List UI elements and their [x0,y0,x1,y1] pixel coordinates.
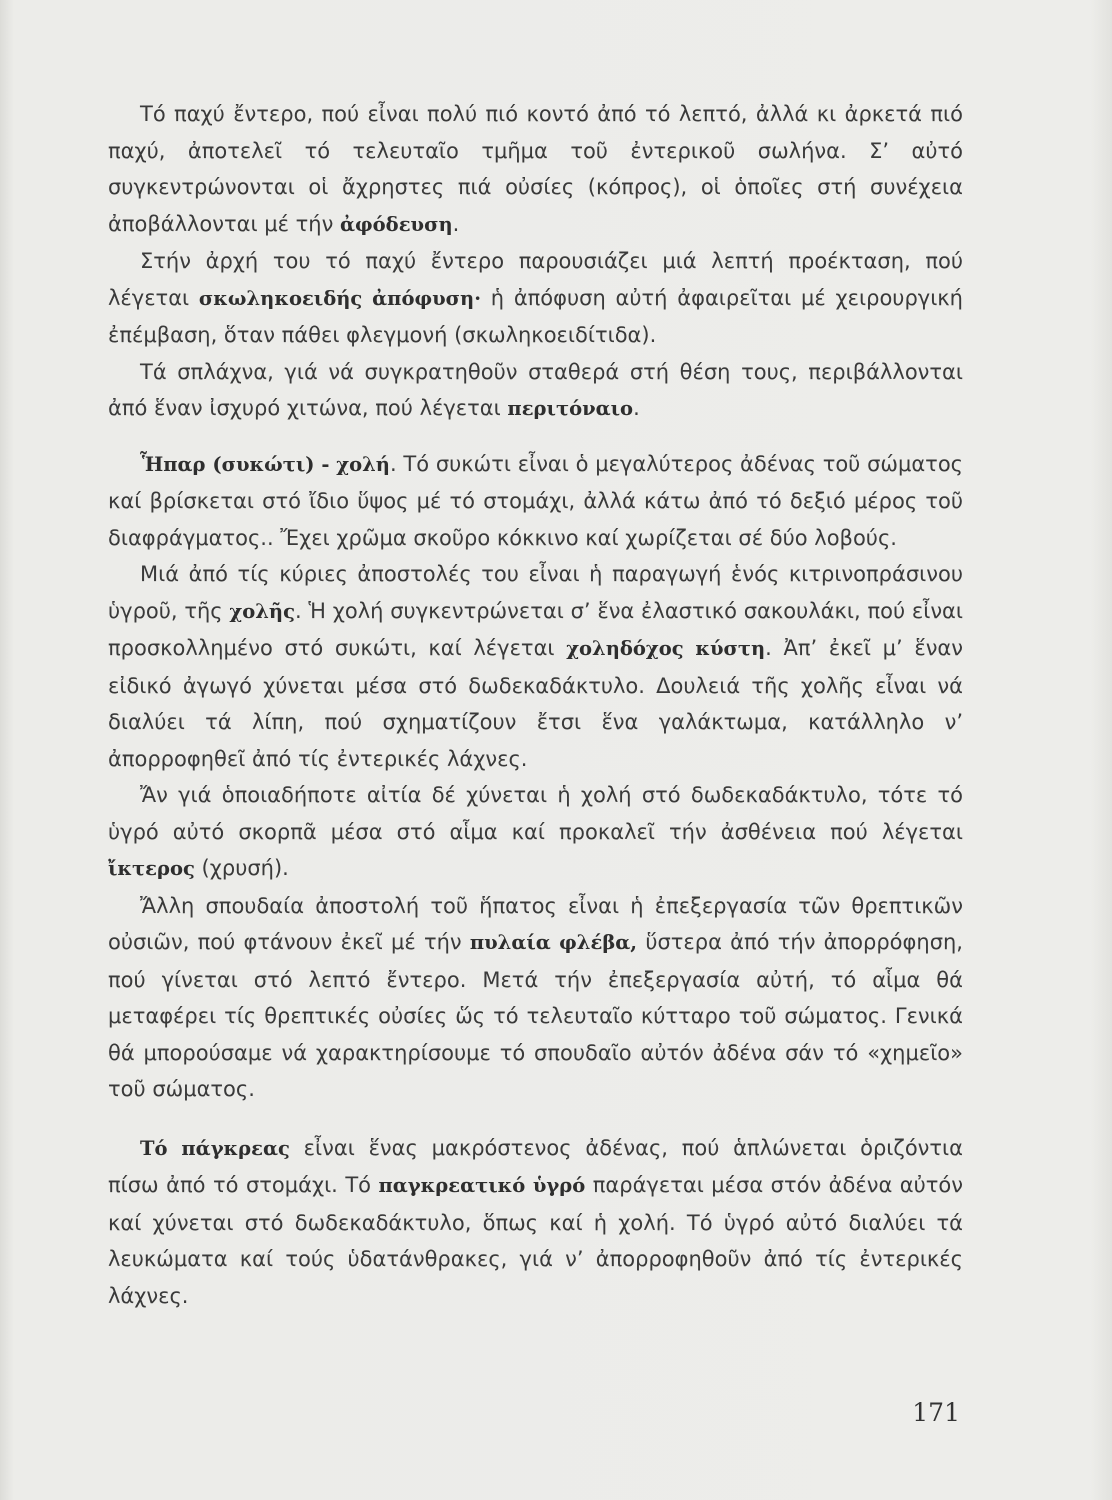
text-run: ὕστερα ἀπό τήν ἀπορρόφηση, πού γίνεται στό λεπτό ἔντερο. Μετά τήν ἐπεξεργασία αὐτή, τό αἷμα θά μεταφέρει τίς θρεπτικές οὐσίες ὥς τό τελευταῖο κύτταρο τοῦ σώματος. Γενικά θά μπορούσαμε νά χαρακτηρίσουμε τό σπουδαῖο αὐτόν ἀδένα σάν τό «χημεῖο» τοῦ σώματος. [108,930,963,1101]
text-run: . Ἡ χολή συγκεντρώνεται σ’ ἕνα ἐλαστικό σακουλάκι, πού εἶναι προσκολλημένο στό συκώτι, καί λέγεται [108,598,964,660]
text-run: Τό παχύ ἔντερο, πού εἶναι πολύ πιό κοντό ἀπό τό λεπτό, ἀλλά κι ἀρκετά πιό παχύ, ἀποτελεῖ τό τελευταῖο τμῆμα τοῦ ἐντερικοῦ σωλήνα. Σ’ αὐτό συγκεντρώνονται οἱ ἄχρηστες πιά οὐσίες (κόπρος), οἱ ὁποῖες στή συνέχεια ἀποβάλλονται μέ τήν [108,102,963,236]
bold-term: παγκρεατικό ὑγρό [378,1174,586,1197]
paragraph [108,243,963,354]
bold-term: ἀφόδευση [340,212,453,236]
bold-term: Τό πάγκρεας [140,1136,290,1160]
text-run: (χρυσή). [194,856,289,880]
text-run: Ἄλλη σπουδαία ἀποστολή τοῦ ἥπατος εἶναι ἡ ἐπεξεργασία τῶν θρεπτικῶν οὐσιῶν, πού φτάνουν ἐκεῖ μέ τήν [108,893,963,954]
paragraph [108,354,963,428]
paragraph [108,446,963,557]
bold-term: Ἧπαρ (συκώτι) - χολή [140,452,390,476]
bold-term: πυλαία φλέβα, [469,931,638,954]
text-run: . Τό συκώτι εἶναι ὁ μεγαλύτερος ἀδένας τοῦ σώματος καί βρίσκεται στό ἴδιο ὕψος μέ τό στομάχι, ἀλλά κάτω ἀπό τό δεξιό μέρος τοῦ διαφράγματος.. Ἔχει χρῶμα σκοῦρο κόκκινο καί χωρίζεται σέ δύο λοβούς. [108,451,963,550]
bold-term: χολῆς [229,599,295,623]
paragraph [108,777,963,888]
text-run: Τά σπλάχνα, γιά νά συγκρατηθοῦν σταθερά στή θέση τους, περιβάλλονται ἀπό ἕναν ἰσχυρό χιτώνα, πού λέγεται [108,359,963,420]
text-run: . [452,211,460,236]
paragraph [108,556,963,777]
paragraph [108,1130,963,1315]
text-run: Μιά ἀπό τίς κύριες ἀποστολές του εἶναι ἡ παραγωγή ἑνός κιτρινοπράσινου ὑγροῦ, τῆς [108,562,963,623]
paragraph [108,96,963,243]
bold-term: ἴκτερος [108,857,195,880]
text-run: ἡ ἀπόφυση αὐτή ἀφαιρεῖται μέ χειρουργική ἐπέμβαση, ὅταν πάθει φλεγμονή (σκωληκοειδίτιδα). [108,285,963,347]
text-run: εἶναι ἕνας μακρόστενος ἀδένας, πού ἁπλώνεται ὁριζόντια πίσω ἀπό τό στομάχι. Τό [108,1135,964,1197]
paragraph [108,888,963,1108]
text-run: . [633,396,640,420]
text-run: Ἄν γιά ὁποιαδήποτε αἰτία δέ χύνεται ἡ χολή στό δωδεκαδάκτυλο, τότε τό ὑγρό αὐτό σκορπᾶ μέσα στό αἷμα καί προκαλεῖ τήν ἀσθένεια πού λέγεται [108,783,963,844]
page-number: 171 [912,1398,960,1427]
body-text [108,96,963,1314]
text-run: . Ἀπ’ ἐκεῖ μ’ ἕναν εἰδικό ἀγωγό χύνεται μέσα στό δωδεκαδάκτυλο. Δουλειά τῆς χολῆς εἶναι νά διαλύει τά λίπη, πού σχηματίζουν ἔτσι ἕνα γαλάκτωμα, κατάλληλο ν’ ἀπορροφηθεῖ ἀπό τίς ἐντερικές λάχνες. [108,636,964,771]
bold-term: χοληδόχος κύστη [566,637,766,660]
bold-term: περιτόναιο [507,397,634,420]
text-run: παράγεται μέσα στόν ἀδένα αὐτόν καί χύνεται στό δωδεκαδάκτυλο, ὅπως καί ἡ χολή. Τό ὑγρό αὐτό διαλύει τά λευκώματα καί τούς ὑδατάνθρακες, γιά ν’ ἀπορροφηθοῦν ἀπό τίς ἐντερικές λάχνες. [108,1173,963,1308]
text-run: Στήν ἀρχή του τό παχύ ἔντερο παρουσιάζει μιά λεπτή προέκταση, πού λέγεται [108,249,963,310]
bold-term: σκωληκοειδής ἀπόφυση· [198,286,481,310]
